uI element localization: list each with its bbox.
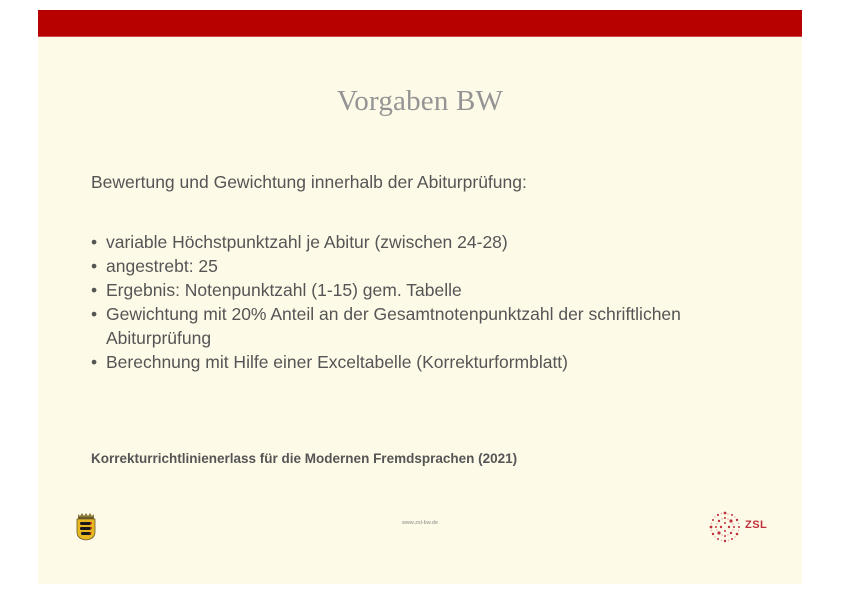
- zsl-dots-icon: [708, 510, 742, 544]
- bullet-text-continued: Abiturprüfung: [106, 328, 212, 348]
- intro-text: Bewertung und Gewichtung innerhalb der Abiturprüfung:: [91, 172, 527, 192]
- coat-of-arms-icon: [76, 511, 96, 541]
- zsl-logo: [708, 510, 770, 544]
- bullet-item: [91, 278, 681, 302]
- slide: [38, 10, 802, 584]
- bullet-icon: •: [91, 280, 98, 300]
- bullet-item: [91, 230, 681, 254]
- bullet-icon: •: [91, 256, 98, 276]
- bullet-item: [91, 254, 681, 278]
- header-bar: [38, 10, 802, 37]
- zsl-logo-text: ZSL: [745, 519, 768, 531]
- bullet-text: Gewichtung mit 20% Anteil an der Gesamtnotenpunktzahl der schriftlichen: [106, 304, 681, 324]
- bullet-text: variable Höchstpunktzahl je Abitur (zwischen 24-28): [106, 232, 508, 252]
- slide-title: Vorgaben BW: [336, 85, 504, 117]
- footer-url: www.zsl-bw.de: [401, 520, 439, 526]
- bullet-text: Ergebnis: Notenpunktzahl (1-15) gem. Tabelle: [106, 280, 462, 300]
- bullet-text: angestrebt: 25: [106, 256, 218, 276]
- bullet-list: [91, 230, 681, 374]
- bullet-icon: •: [91, 352, 98, 372]
- bullet-icon: •: [91, 232, 98, 252]
- bullet-icon: •: [91, 304, 98, 324]
- bullet-item: [91, 350, 681, 374]
- bullet-text: Berechnung mit Hilfe einer Exceltabelle (Korrekturformblatt): [106, 352, 568, 372]
- source-reference: Korrekturrichtlinienerlass für die Modernen Fremdsprachen (2021): [91, 451, 518, 466]
- bullet-item: [91, 302, 681, 350]
